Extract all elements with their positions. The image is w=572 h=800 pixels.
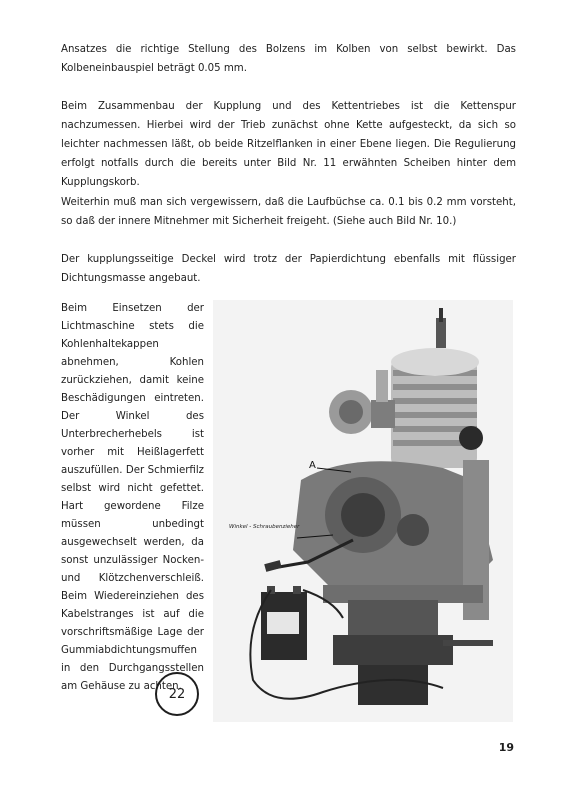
figure-number-circle xyxy=(155,672,199,716)
paragraph-liner: Weiterhin muß man sich vergewissern, daß die Laufbüchse ca. 0.1 bis 0.2 mm vorsteht, so daß der innere Mitnehmer mit Sicherheit freigeht. (Siehe auch Bild Nr. 10.) xyxy=(61,197,516,227)
figure-number: 22 xyxy=(168,686,186,702)
paragraph-cover: Der kupplungsseitige Deckel wird trotz der Papierdichtung ebenfalls mit flüssiger Dichtungsmasse angebaut. xyxy=(61,254,516,284)
page-number: 19 xyxy=(498,741,514,754)
engine-photo xyxy=(213,300,513,722)
label-a: A xyxy=(309,460,316,471)
side-text-generator: Beim Einsetzen der Lichtmaschine stets die Kohlenhaltekappen abnehmen, Kohlen zurückziehen, damit keine Beschädigungen eintreten. Der Winkel des Unterbrecherhebels ist vorher mit Heißlagerfett auszufüllen. Der Schmierfilz selbst wird nicht gefettet. Hart gewordene Filze müssen unbedingt ausgewechselt werden, da sonst unzulässiger Nocken- und Klötzchenverschleiß. Beim Wiedereinziehen des Kabelstranges ist auf die vorschriftsmäßige Lage der Gummiabdichtungsmuffen in den Durchgangsstellen am Gehäuse zu achten. xyxy=(61,303,204,692)
paragraph-clutch-assembly: Beim Zusammenbau der Kupplung und des Kettentriebes ist die Kettenspur nachzumessen. Hierbei wird der Trieb zunächst ohne Kette aufgesteckt, da sich so leichter nachmessen läßt, ob beide Ritzelflanken in einer Ebene liegen. Die Regulierung erfolgt notfalls durch die bereits unter Bild Nr. 11 erwähnten Scheiben hinter dem Kupplungskorb. xyxy=(61,101,516,188)
spark-plug-shape xyxy=(436,318,446,348)
engine-illustration xyxy=(213,300,513,722)
cylinder-shape xyxy=(391,348,479,468)
battery-shape xyxy=(261,586,307,660)
paragraph-piston: Ansatzes die richtige Stellung des Bolzens im Kolben von selbst bewirkt. Das Kolbeneinbauspiel beträgt 0.05 mm. xyxy=(61,44,516,74)
label-angle-screwdriver: Winkel - Schraubenzieher xyxy=(229,524,300,530)
